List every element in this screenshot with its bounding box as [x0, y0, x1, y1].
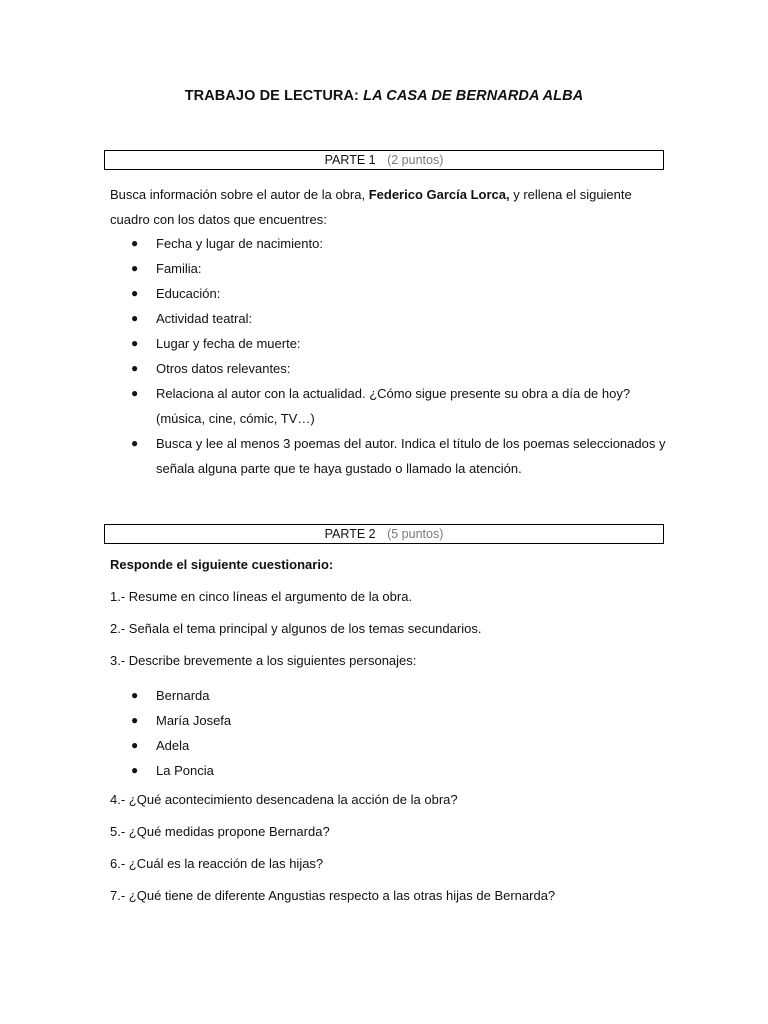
list-item [0, 331, 666, 356]
bullet-icon [131, 356, 138, 381]
list-item [0, 733, 666, 758]
list-item-text: Lugar y fecha de muerte: [156, 336, 301, 351]
question-4: 4.- ¿Qué acontecimiento desencadena la acción de la obra? [110, 792, 458, 807]
question-7: 7.- ¿Qué tiene de diferente Angustias respecto a las otras hijas de Bernarda? [110, 888, 556, 903]
character-name: La Poncia [156, 763, 214, 778]
list-item-text: Busca y lee al menos 3 poemas del autor. Indica el título de los poemas seleccionados y señala alguna parte que te haya gustado o llamado la atención. [156, 436, 666, 476]
intro-after: y rellena el siguiente cuadro con los datos que encuentres: [110, 187, 632, 227]
list-item [0, 356, 666, 381]
part1-label: PARTE 1 [324, 153, 376, 167]
question-6: 6.- ¿Cuál es la reacción de las hijas? [110, 856, 324, 871]
list-item-text: Familia: [156, 261, 202, 276]
list-item [0, 431, 666, 481]
part2-label: PARTE 2 [324, 527, 376, 541]
bullet-icon [131, 306, 138, 331]
part2-points: (5 puntos) [387, 527, 444, 541]
character-name: Bernarda [156, 688, 210, 703]
title-work: LA CASA DE BERNARDA ALBA [363, 88, 584, 104]
list-item [0, 758, 666, 783]
characters-list [0, 683, 666, 783]
list-item [0, 256, 666, 281]
question-1: 1.- Resume en cinco líneas el argumento de la obra. [110, 589, 413, 604]
questionnaire-heading: Responde el siguiente cuestionario: [110, 557, 334, 572]
bullet-icon [131, 331, 138, 356]
list-item-text: Educación: [156, 286, 221, 301]
list-item-text: Actividad teatral: [156, 311, 253, 326]
list-item [0, 683, 666, 708]
part2-header [104, 524, 664, 544]
character-name: Adela [156, 738, 190, 753]
bullet-icon [131, 683, 138, 708]
title-prefix: TRABAJO DE LECTURA: [184, 88, 359, 104]
list-item [0, 381, 666, 431]
bullet-icon [131, 256, 138, 281]
list-item [0, 231, 666, 256]
character-name: María Josefa [156, 713, 232, 728]
bullet-icon [131, 708, 138, 733]
part1-points: (2 puntos) [387, 153, 444, 167]
bullet-icon [131, 381, 138, 406]
part1-header [104, 150, 664, 170]
bullet-icon [131, 281, 138, 306]
bullet-icon [131, 758, 138, 783]
list-item [0, 306, 666, 331]
bullet-icon [131, 231, 138, 256]
bullet-icon [131, 431, 138, 456]
document-title [0, 88, 768, 104]
list-item-text: Relaciona al autor con la actualidad. ¿Cómo sigue presente su obra a día de hoy? (música, cine, cómic, TV…) [156, 386, 631, 426]
part1-intro [110, 183, 650, 232]
list-item-text: Otros datos relevantes: [156, 361, 291, 376]
question-5: 5.- ¿Qué medidas propone Bernarda? [110, 824, 330, 839]
part1-bullet-list [0, 231, 666, 481]
question-3: 3.- Describe brevemente a los siguientes personajes: [110, 653, 417, 668]
list-item [0, 708, 666, 733]
intro-before: Busca información sobre el autor de la obra, [110, 187, 369, 202]
list-item-text: Fecha y lugar de nacimiento: [156, 236, 323, 251]
intro-author: Federico García Lorca, [368, 187, 510, 202]
list-item [0, 281, 666, 306]
question-2: 2.- Señala el tema principal y algunos de los temas secundarios. [110, 621, 482, 636]
bullet-icon [131, 733, 138, 758]
